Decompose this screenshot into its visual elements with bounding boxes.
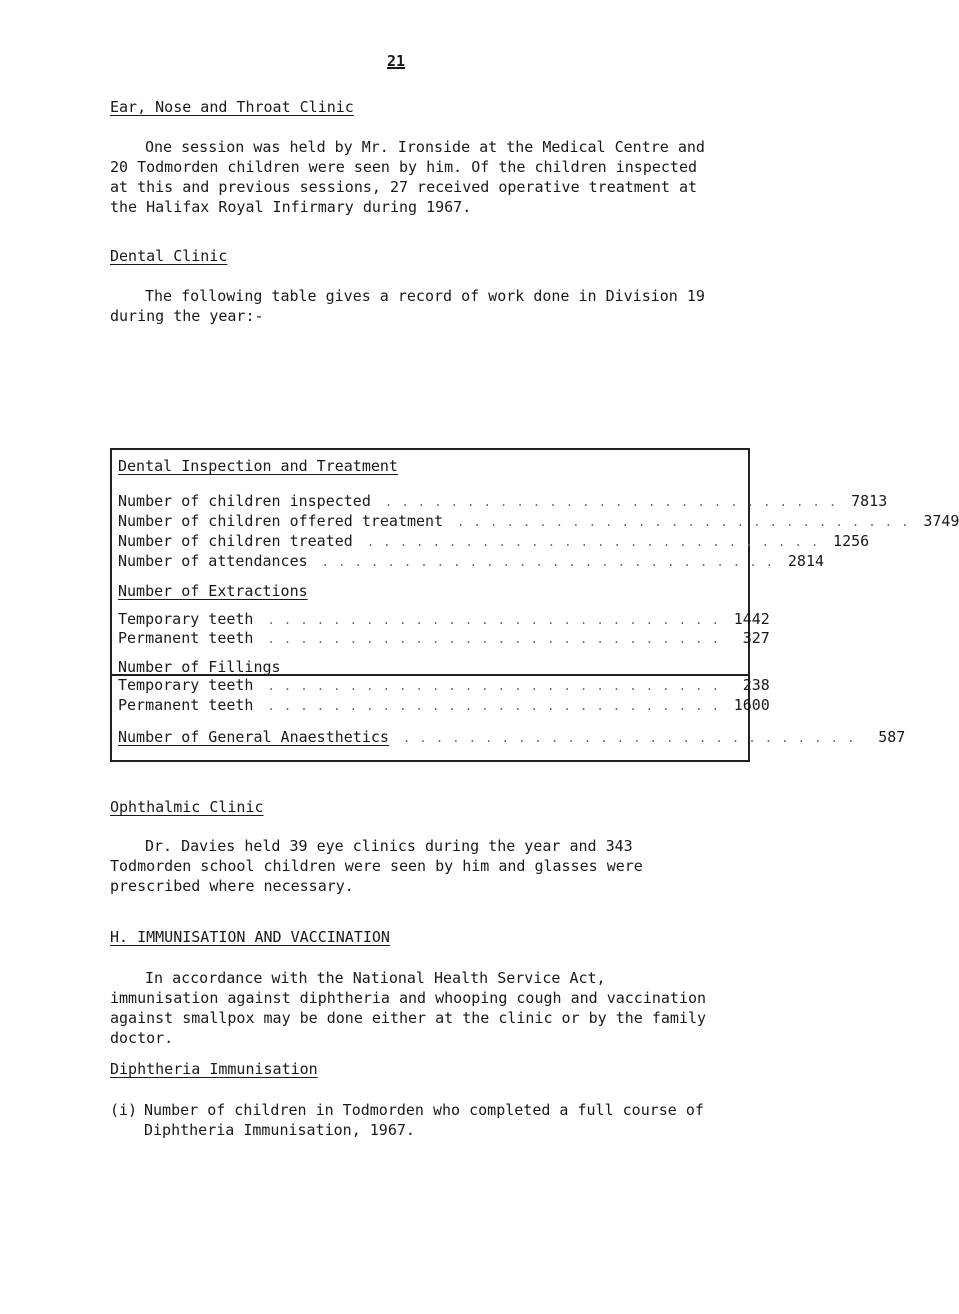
row-value: 7813 [851,492,888,510]
table-row [118,532,870,550]
leader-dots: . . . . . . . . . . . . . . . . . . . . . . . . . . . . [402,731,856,745]
table-row [118,629,770,647]
immunisation-paragraph [110,968,710,1048]
leader-dots: . . . . . . . . . . . . . . . . . . . . . . . . . . . . [321,555,775,569]
ent-clinic-heading: Ear, Nose and Throat Clinic [110,98,354,116]
item-line-1: Number of children in Todmorden who completed a full course of [144,1101,704,1119]
row-value: 3749 [923,512,959,530]
row-value: 1442 [733,610,770,628]
table-row [118,610,770,628]
item-number: (i) [110,1101,138,1119]
dental-table [110,448,959,676]
page-number: 21 [387,52,406,70]
dental-clinic-intro [110,286,710,326]
table-row [118,728,906,746]
extractions-heading: Number of Extractions [118,582,308,600]
row-label: Number of children inspected [118,492,371,510]
row-value: 1256 [833,532,870,550]
leader-dots: . . . . . . . . . . . . . . . . . . . . . . . . . . . . [267,613,720,627]
leader-dots: . . . . . . . . . . . . . . . . . . . . . . . . . . . . [366,535,820,549]
dental-clinic-heading: Dental Clinic [110,247,228,265]
row-value: 2814 [787,552,825,570]
dental-table-title: Dental Inspection and Treatment [118,457,398,475]
row-value: 1600 [733,696,770,714]
row-label: Permanent teeth [118,629,254,647]
item-line-2: Diphtheria Immunisation, 1967. [144,1121,415,1139]
ophthalmic-text: Dr. Davies held 39 eye clinics during the year and 343 Todmorden school children were seen by him and glasses were prescribed where necessary. [110,837,643,895]
leader-dots: . . . . . . . . . . . . . . . . . . . . . . . . . . . . [267,632,720,646]
immunisation-text: In accordance with the National Health Service Act, immunisation against diphtheria and whooping cough and vaccination against smallpox may be done either at the clinic or by the family doctor. [110,969,707,1047]
row-value: 327 [742,629,770,647]
ent-clinic-paragraph [110,137,710,217]
row-label: Number of attendances [118,552,308,570]
row-value: 238 [742,676,770,694]
table-row [118,696,770,714]
leader-dots: . . . . . . . . . . . . . . . . . . . . . . . . . . . . [384,495,838,509]
dental-intro-text: The following table gives a record of work done in Division 19 during the year:- [110,287,705,325]
immunisation-heading: H. IMMUNISATION AND VACCINATION [110,928,390,946]
diphtheria-item [110,1100,710,1140]
anaesthetics-value: 587 [878,728,906,746]
diphtheria-heading: Diphtheria Immunisation [110,1060,318,1078]
ent-clinic-text: One session was held by Mr. Ironside at the Medical Centre and 20 Todmorden children were seen by him. Of the children inspected at this and previous sessions, 27 received operative treatment at the Halifax Royal Infirmary during 1967. [110,138,705,216]
ophthalmic-clinic-paragraph [110,836,710,896]
row-label: Temporary teeth [118,676,254,694]
leader-dots: . . . . . . . . . . . . . . . . . . . . . . . . . . . . [267,699,720,713]
row-label: Temporary teeth [118,610,254,628]
row-label: Number of children offered treatment [118,512,444,530]
anaesthetics-label: Number of General Anaesthetics [118,728,389,746]
row-label: Permanent teeth [118,696,254,714]
dental-table-lower [110,674,906,762]
table-row [118,676,770,694]
table-row [118,512,959,530]
table-row [118,492,888,510]
table-row [118,552,825,570]
leader-dots: . . . . . . . . . . . . . . . . . . . . . . . . . . . . [457,515,910,529]
row-label: Number of children treated [118,532,353,550]
ophthalmic-clinic-heading: Ophthalmic Clinic [110,798,264,816]
fillings-heading: Number of Fillings [118,658,281,676]
leader-dots: . . . . . . . . . . . . . . . . . . . . . . . . . . . . [267,679,720,693]
